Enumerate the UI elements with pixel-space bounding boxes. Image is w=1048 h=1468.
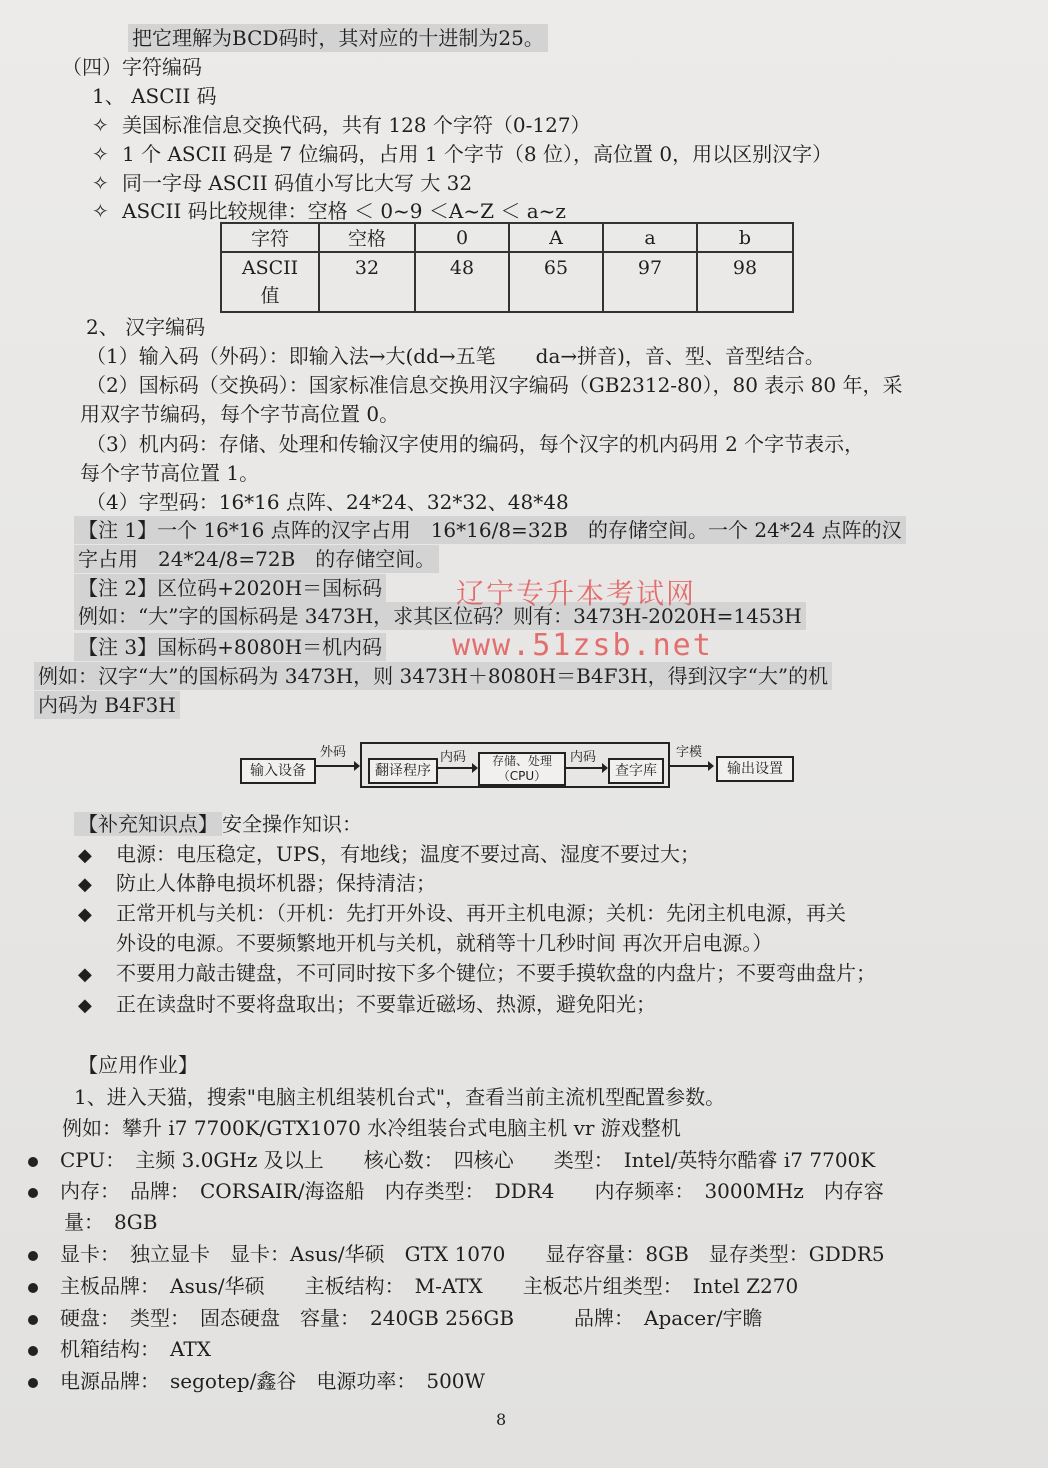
encoding-flow-diagram [236, 738, 796, 788]
table-cell [221, 252, 319, 312]
arrow-right-icon [436, 762, 478, 774]
section4-title: （四）字符编码 [62, 55, 202, 79]
supplement-text: 电源：电压稳定，UPS，有地线；温度不要过高、湿度不要过大； [116, 842, 701, 866]
spec-text: 量： 8GB [64, 1210, 158, 1234]
spec-item [28, 1335, 211, 1363]
homework-title: 【应用作业】 [78, 1053, 198, 1077]
arrow-right-icon [668, 760, 714, 772]
hanzi-item: 用双字节编码，每个字节高位置 0。 [80, 402, 400, 426]
watermark-title: 辽宁专升本考试网 [456, 577, 697, 610]
homework-task: 1、进入天猫，搜索"电脑主机组装机台式"，查看当前主流机型配置参数。 [74, 1085, 726, 1109]
spec-item [28, 1304, 763, 1332]
note-line: 【注 3】国标码+8080H＝机内码 [74, 633, 386, 661]
supplement-item [78, 959, 876, 989]
table-label: 值 [260, 285, 280, 307]
supplement-title-tag: 【补充知识点】 [74, 812, 222, 836]
page-number: 8 [496, 1410, 507, 1429]
table-cell: 字符 [221, 223, 319, 252]
diamond-bullet-icon: ◆ [78, 964, 92, 985]
diamond-bullet-icon: ◆ [78, 845, 92, 866]
spec-text: 主板品牌： Asus/华硕 主板结构： M-ATX 主板芯片组类型： Intel Z270 [60, 1274, 799, 1298]
top-line: 把它理解为BCD码时，其对应的十进制为25。 [128, 24, 548, 52]
spec-text: 硬盘： 类型： 固态硬盘 容量： 240GB 256GB 品牌： Apacer/宇瞻 [60, 1306, 763, 1330]
homework-example: 例如：攀升 i7 7700K/GTX1070 水冷组装台式电脑主机 vr 游戏整机 [62, 1116, 681, 1140]
flow-label: 内码 [440, 750, 467, 765]
ascii-point-text: 1 个 ASCII 码是 7 位编码，占用 1 个字节（8 位），高位置 0，用以区别汉字） [122, 142, 833, 166]
sparkle-bullet-icon: ✧ [92, 171, 109, 195]
spec-item [28, 1177, 884, 1205]
bullet-dot-icon [28, 1346, 38, 1356]
ascii-point [92, 197, 566, 225]
bullet-dot-icon [28, 1283, 38, 1293]
supplement-text: 不要用力敲击键盘，不可同时按下多个键位；不要手摸软盘的内盘片；不要弯曲盘片； [116, 961, 876, 985]
note-line: 内码为 B4F3H [34, 691, 180, 719]
diamond-bullet-icon: ◆ [78, 995, 92, 1016]
note-line: 例如：汉字“大”的国标码为 3473H，则 3473H＋8080H＝B4F3H，得到汉字“大”的机 [34, 662, 832, 690]
note-line: 【注 1】一个 16*16 点阵的汉字占用 16*16/8=32B 的存储空间。一个 24*24 点阵的汉 [74, 516, 906, 544]
flow-label: 外码 [320, 745, 347, 760]
ascii-table-row [221, 252, 793, 312]
supplement-item [78, 840, 700, 870]
spec-item [28, 1272, 798, 1300]
bullet-dot-icon [28, 1157, 38, 1167]
bullet-dot-icon [28, 1251, 38, 1261]
bullet-dot-icon [28, 1378, 38, 1388]
supplement-title [74, 810, 362, 838]
flow-box-input: 输入设备 [240, 758, 316, 784]
ascii-point-text: 美国标准信息交换代码，共有 128 个字符（0-127） [122, 113, 591, 137]
spec-text: 显卡： 独立显卡 显卡：Asus/华硕 GTX 1070 显存容量：8GB 显存类型：GDDR5 [60, 1242, 885, 1266]
ascii-title: 1、 ASCII 码 [92, 84, 217, 108]
supplement-text: 正在读盘时不要将盘取出；不要靠近磁场、热源，避免阳光； [116, 992, 656, 1016]
supplement-text: 防止人体静电损坏机器；保持清洁； [116, 871, 436, 895]
table-cell: a [603, 223, 697, 252]
ascii-table-row [221, 223, 793, 252]
supplement-item [78, 899, 846, 929]
ascii-table [220, 222, 794, 313]
table-cell: 0 [415, 223, 509, 252]
ascii-point-text: 同一字母 ASCII 码值小写比大写 大 32 [122, 171, 473, 195]
spec-text: 机箱结构： ATX [60, 1337, 211, 1361]
ascii-point [92, 169, 472, 197]
table-label: ASCII [241, 257, 299, 279]
sparkle-bullet-icon: ✧ [92, 142, 109, 166]
spec-item [28, 1240, 885, 1268]
spec-text: 内存： 品牌： CORSAIR/海盗船 内存类型： DDR4 内存频率： 3000MHz 内存容 [60, 1179, 884, 1203]
hanzi-item: （1）输入码（外码）：即输入法→大(dd→五笔 da→拼音)，音、型、音型结合。 [86, 344, 825, 368]
supplement-item [78, 869, 436, 899]
table-cell: 32 [319, 252, 415, 312]
diamond-bullet-icon: ◆ [78, 874, 92, 895]
supplement-title-text: 安全操作知识： [222, 812, 362, 836]
flow-box-output: 输出设置 [716, 756, 794, 782]
supplement-item [78, 990, 656, 1020]
table-cell: A [509, 223, 603, 252]
sparkle-bullet-icon: ✧ [92, 113, 109, 137]
supplement-text: 正常开机与关机：（开机：先打开外设、再开主机电源；关机：先闭主机电源，再关 [116, 901, 846, 925]
flow-box-lookup: 查字库 [608, 758, 664, 784]
sparkle-bullet-icon: ✧ [92, 199, 109, 223]
table-cell: 98 [697, 252, 793, 312]
flow-label: 内码 [570, 750, 597, 765]
hanzi-title: 2、 汉字编码 [86, 315, 206, 339]
ascii-point [92, 111, 591, 139]
flow-label: 字模 [676, 745, 703, 760]
spec-item [28, 1367, 485, 1395]
supplement-text: 外设的电源。不要频繁地开机与关机，就稍等十几秒时间 再次开启电源。） [116, 931, 773, 955]
hanzi-item: （3）机内码：存储、处理和传输汉字使用的编码，每个汉字的机内码用 2 个字节表示， [86, 432, 865, 456]
table-cell: 48 [415, 252, 509, 312]
bullet-dot-icon [28, 1188, 38, 1198]
flow-box-cpu: 存储、处理（CPU） [478, 752, 566, 786]
watermark-url: www.51zsb.net [452, 628, 713, 663]
diamond-bullet-icon: ◆ [78, 904, 92, 925]
arrow-right-icon [314, 760, 360, 772]
spec-item [28, 1146, 875, 1174]
table-cell: 空格 [319, 223, 415, 252]
note-line: 字占用 24*24/8=72B 的存储空间。 [74, 545, 439, 573]
spec-text: CPU： 主频 3.0GHz 及以上 核心数： 四核心 类型： Intel/英特尔酷睿 i7 7700K [60, 1148, 876, 1172]
hanzi-item: （2）国标码（交换码）：国家标准信息交换用汉字编码（GB2312-80），80 表示 80 年，采 [86, 373, 903, 397]
spec-text: 电源品牌： segotep/鑫谷 电源功率： 500W [60, 1369, 486, 1393]
table-cell: b [697, 223, 793, 252]
ascii-point [92, 140, 832, 168]
hanzi-item: （4）字型码：16*16 点阵、24*24、32*32、48*48 [86, 490, 569, 514]
note-line: 【注 2】区位码+2020H＝国标码 [74, 574, 386, 602]
ascii-point-text: ASCII 码比较规律：空格 ＜ 0~9 ＜A~Z ＜ a~z [122, 199, 566, 223]
table-cell: 65 [509, 252, 603, 312]
hanzi-item: 每个字节高位置 1。 [80, 461, 260, 485]
note-line: 例如：“大”字的国标码是 3473H，求其区位码？则有：3473H-2020H=1453H [74, 602, 806, 630]
table-cell: 97 [603, 252, 697, 312]
flow-box-translate: 翻译程序 [368, 758, 438, 784]
bullet-dot-icon [28, 1315, 38, 1325]
arrow-right-icon [566, 762, 608, 774]
